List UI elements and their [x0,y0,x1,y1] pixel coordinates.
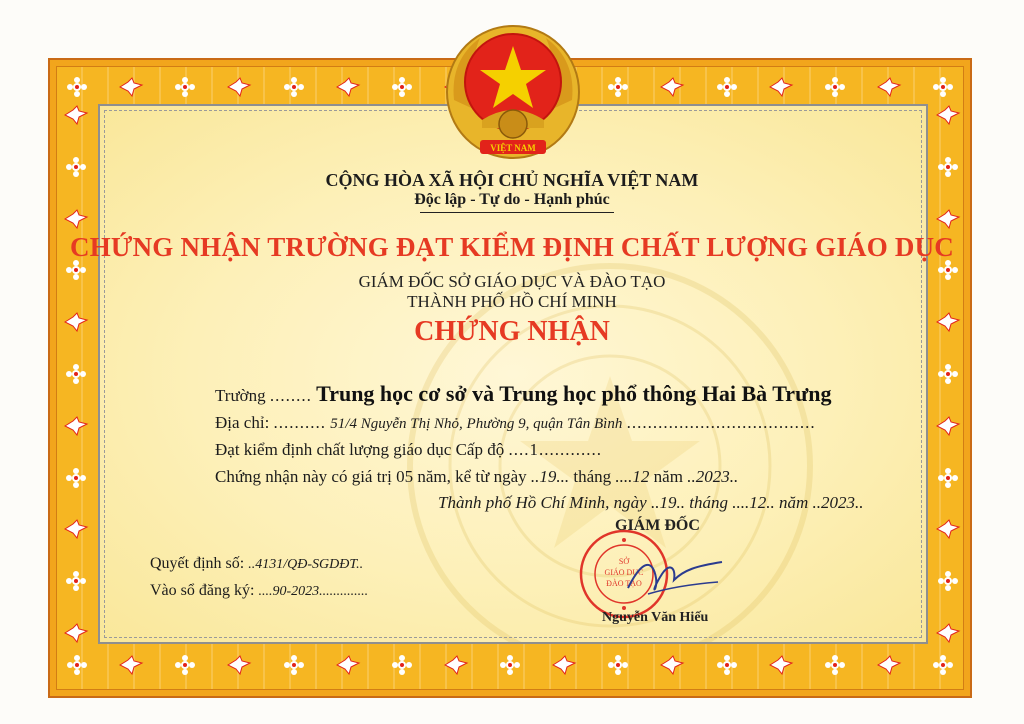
bottom-border-motifs [64,648,956,682]
validity-month-label: tháng [573,467,612,486]
national-emblem-icon [440,20,586,170]
country-name: CỘNG HÒA XÃ HỘI CHỦ NGHĨA VIỆT NAM [325,170,699,190]
bird-motif-icon [659,76,685,98]
school-label: Trường [215,386,266,405]
flower-motif-icon [714,654,740,676]
bird-motif-icon [935,518,961,540]
place-year-label: năm [778,493,809,512]
bird-motif-icon [63,622,89,644]
flower-motif-icon [172,654,198,676]
national-motto: Độc lập - Tự do - Hạnh phúc [414,191,610,208]
svg-text:SỞ: SỞ [618,557,630,566]
school-dots: ........ [269,386,312,405]
school-row [215,381,832,407]
validity-day: ..19... [530,467,570,486]
place-month: ....12.. [732,493,775,512]
bird-motif-icon [935,415,961,437]
bird-motif-icon [118,654,144,676]
bird-motif-icon [63,518,89,540]
flower-motif-icon [281,76,307,98]
bird-motif-icon [935,622,961,644]
bird-motif-icon [876,76,902,98]
flower-motif-icon [64,76,90,98]
flower-motif-icon [281,654,307,676]
bird-motif-icon [335,654,361,676]
signature-mark-icon [618,548,728,608]
bird-motif-icon [226,654,252,676]
bird-motif-icon [768,654,794,676]
bird-motif-icon [443,654,469,676]
bird-motif-icon [659,654,685,676]
registry-row [150,582,368,600]
bird-motif-icon [551,654,577,676]
flower-motif-icon [63,467,89,489]
certificate-title: CHỨNG NHẬN TRƯỜNG ĐẠT KIỂM ĐỊNH CHẤT LƯỢNG GIÁO DỤC [70,232,954,262]
flower-motif-icon [714,76,740,98]
flower-motif-icon [822,654,848,676]
place-year: ..2023.. [812,493,864,512]
place-month-label: tháng [689,493,728,512]
decision-value: ..4131/QĐ-SGDĐT.. [248,557,364,572]
bird-motif-icon [935,208,961,230]
validity-row [215,467,738,487]
validity-year: ..2023.. [687,467,739,486]
flower-motif-icon [935,570,961,592]
validity-year-label: năm [653,467,683,486]
flower-motif-icon [930,76,956,98]
place-city: Thành phố Hồ Chí Minh, ngày [438,493,647,512]
certifies-heading: CHỨNG NHẬN [414,316,610,347]
bird-motif-icon [63,415,89,437]
flower-motif-icon [930,654,956,676]
flower-motif-icon [63,570,89,592]
bird-motif-icon [876,654,902,676]
level-label: Đạt kiểm định chất lượng giáo dục Cấp độ [215,440,505,459]
school-name: Trung học cơ sở và Trung học phổ thông Hai Bà Trưng [316,381,832,406]
decision-label: Quyết định số: [150,555,245,572]
address-label: Địa chỉ: [215,413,270,432]
bird-motif-icon [335,76,361,98]
flower-motif-icon [822,76,848,98]
flower-motif-icon [935,467,961,489]
address-row [215,413,816,433]
svg-text:ĐÀO TẠO: ĐÀO TẠO [606,579,642,588]
bird-motif-icon [226,76,252,98]
validity-prefix: Chứng nhận này có giá trị 05 năm, kể từ ngày [215,467,527,486]
place-day: ..19.. [650,493,685,512]
validity-month: ....12 [615,467,650,486]
bird-motif-icon [118,76,144,98]
level-row [215,440,602,460]
bird-motif-icon [63,208,89,230]
place-date-row [438,493,864,513]
motto-underline [420,212,614,213]
signer-name: Nguyễn Văn Hiếu [602,610,709,625]
bird-motif-icon [768,76,794,98]
address-dots: .......... [273,413,327,432]
decision-row [150,555,363,573]
signer-title: GIÁM ĐỐC [615,517,700,534]
flower-motif-icon [389,654,415,676]
flower-motif-icon [605,76,631,98]
registry-value: ....90-2023.............. [258,584,369,599]
authority-line-1: GIÁM ĐỐC SỞ GIÁO DỤC VÀ ĐÀO TẠO [358,272,666,291]
address-tail: .................................... [626,413,816,432]
flower-motif-icon [172,76,198,98]
flower-motif-icon [389,76,415,98]
registry-label: Vào sổ đăng ký: [150,582,255,599]
flower-motif-icon [605,654,631,676]
bird-motif-icon [63,104,89,126]
emblem-label: VIỆT NAM [490,143,536,153]
flower-motif-icon [497,654,523,676]
flower-motif-icon [63,363,89,385]
authority-line-2: THÀNH PHỐ HỒ CHÍ MINH [407,292,617,311]
level-value: ....1............ [508,440,602,459]
bird-motif-icon [935,104,961,126]
address-value: 51/4 Nguyễn Thị Nhỏ, Phường 9, quận Tân Bình [330,416,623,432]
svg-text:GIÁO DỤC: GIÁO DỤC [604,568,644,577]
flower-motif-icon [64,654,90,676]
flower-motif-icon [935,363,961,385]
